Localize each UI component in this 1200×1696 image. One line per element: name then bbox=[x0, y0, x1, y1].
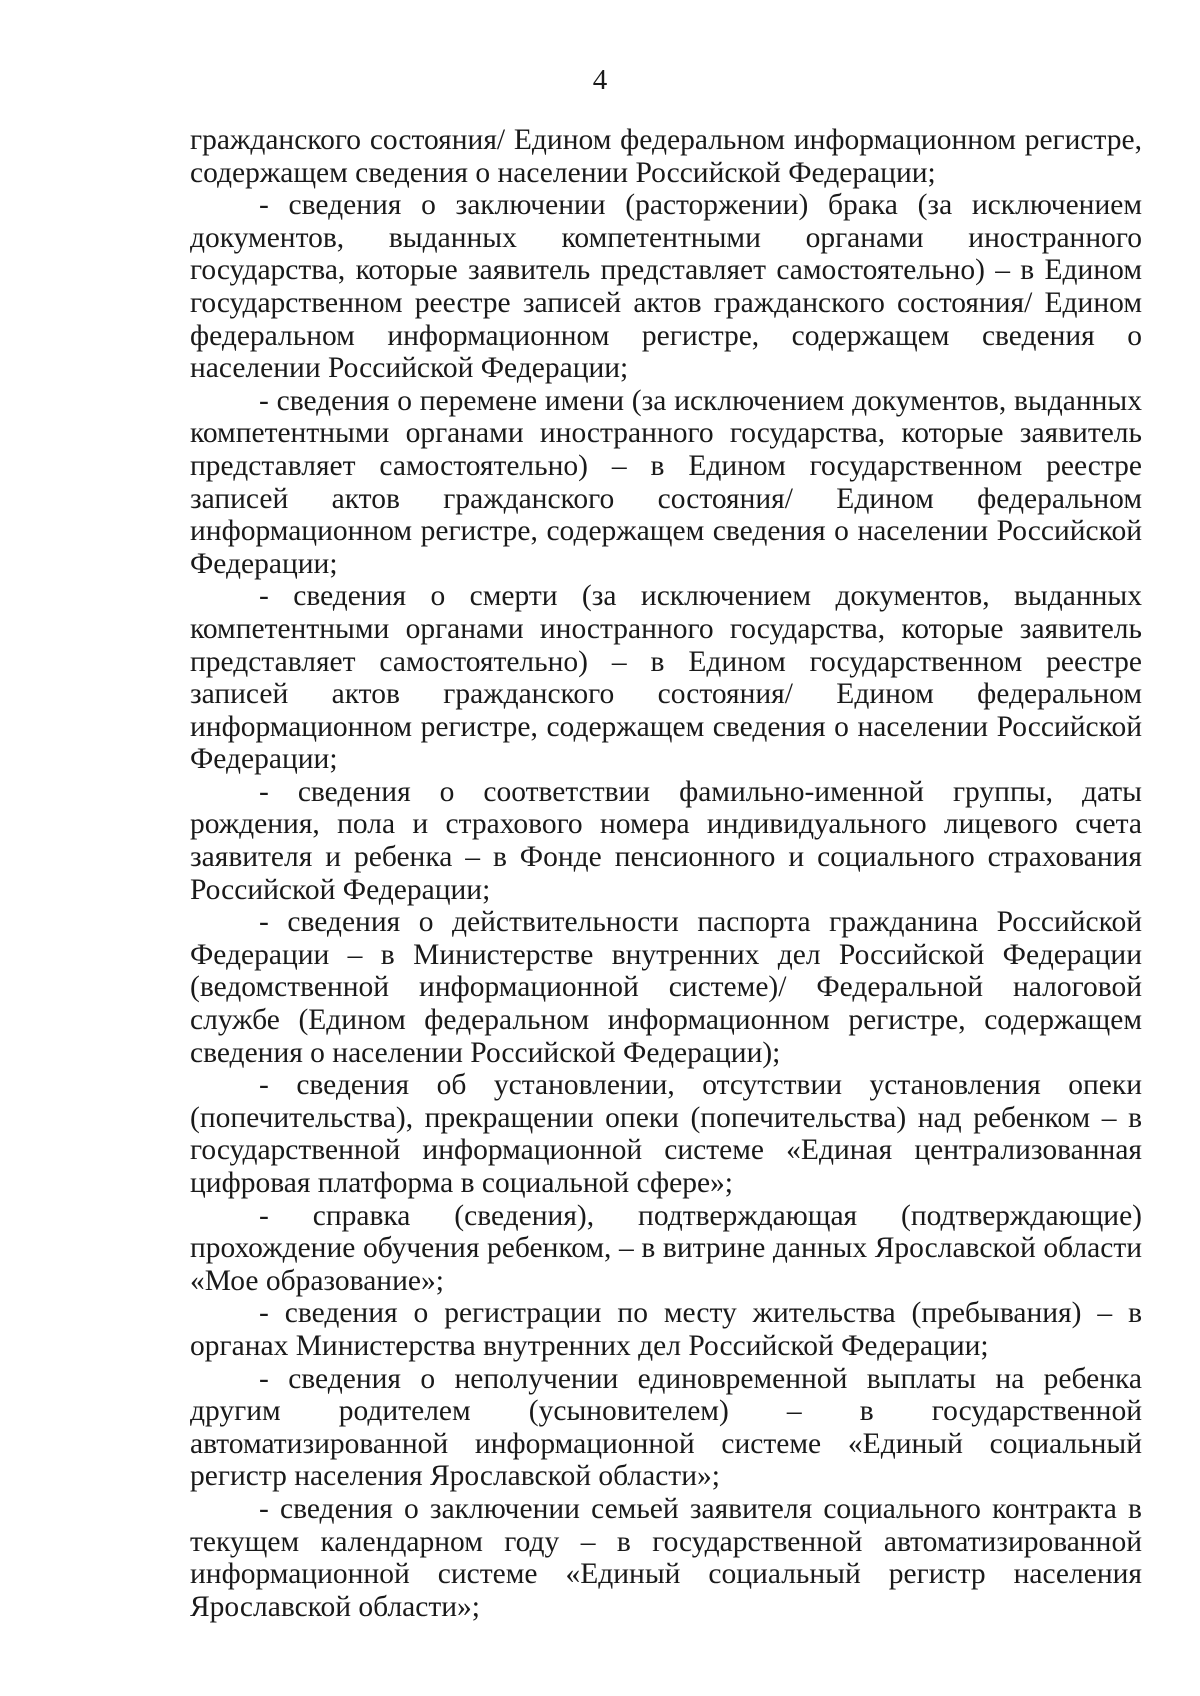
list-item-death-records: - сведения о смерти (за исключением документов, выданных компетентными органами иностранного государства, которые заявитель представляет самостоятельно) – в Едином государственном реестре записей актов гражданского состояния/ Едином федеральном информационном регистре, содержащем сведения о населении Российской Федерации; bbox=[190, 580, 1142, 776]
page-number: 4 bbox=[592, 64, 608, 96]
list-item-passport-validity: - сведения о действительности паспорта гражданина Российской Федерации – в Министерстве внутренних дел Российской Федерации (ведомственной информационной системе)/ Федеральной налоговой службе (Едином федеральном информационном регистре, содержащем сведения о населении Российской Федерации); bbox=[190, 906, 1142, 1069]
list-item-name-change: - сведения о перемене имени (за исключением документов, выданных компетентными органами иностранного государства, которые заявитель представляет самостоятельно) – в Едином государственном реестре записей актов гражданского состояния/ Едином федеральном информационном регистре, содержащем сведения о населении Российской Федерации; bbox=[190, 384, 1142, 580]
list-item-guardianship: - сведения об установлении, отсутствии установления опеки (попечительства), прекращении опеки (попечительства) над ребенком – в государственной информационной системе «Единая централизованная цифровая платформа в социальной сфере»; bbox=[190, 1069, 1142, 1199]
paragraph-continuation: гражданского состояния/ Едином федеральном информационном регистре, содержащем сведения о населении Российской Федерации; bbox=[190, 124, 1142, 189]
list-item-residence-registration: - сведения о регистрации по месту жительства (пребывания) – в органах Министерства внутренних дел Российской Федерации; bbox=[190, 1297, 1142, 1362]
list-item-education-certificate: - справка (сведения), подтверждающая (подтверждающие) прохождение обучения ребенком, – в витрине данных Ярославской области «Мое образование»; bbox=[190, 1199, 1142, 1297]
list-item-identity-match: - сведения о соответствии фамильно-именной группы, даты рождения, пола и страхового номера индивидуального лицевого счета заявителя и ребенка – в Фонде пенсионного и социального страхования Российской Федерации; bbox=[190, 775, 1142, 906]
list-item-marriage-records: - сведения о заключении (расторжении) брака (за исключением документов, выданных компетентными органами иностранного государства, которые заявитель представляет самостоятельно) – в Едином государственном реестре записей актов гражданского состояния/ Едином федеральном информационном регистре, содержащем сведения о населении Российской Федерации; bbox=[190, 189, 1142, 385]
list-item-social-contract: - сведения о заключении семьей заявителя социального контракта в текущем календарном году – в государственной автоматизированной информационной системе «Единый социальный регистр населения Ярославской области»; bbox=[190, 1492, 1142, 1623]
document-body bbox=[190, 124, 1142, 1623]
list-item-payment-non-receipt: - сведения о неполучении единовременной выплаты на ребенка другим родителем (усыновителем) – в государственной автоматизированной информационной системе «Единый социальный регистр населения Ярославской области»; bbox=[190, 1362, 1142, 1493]
